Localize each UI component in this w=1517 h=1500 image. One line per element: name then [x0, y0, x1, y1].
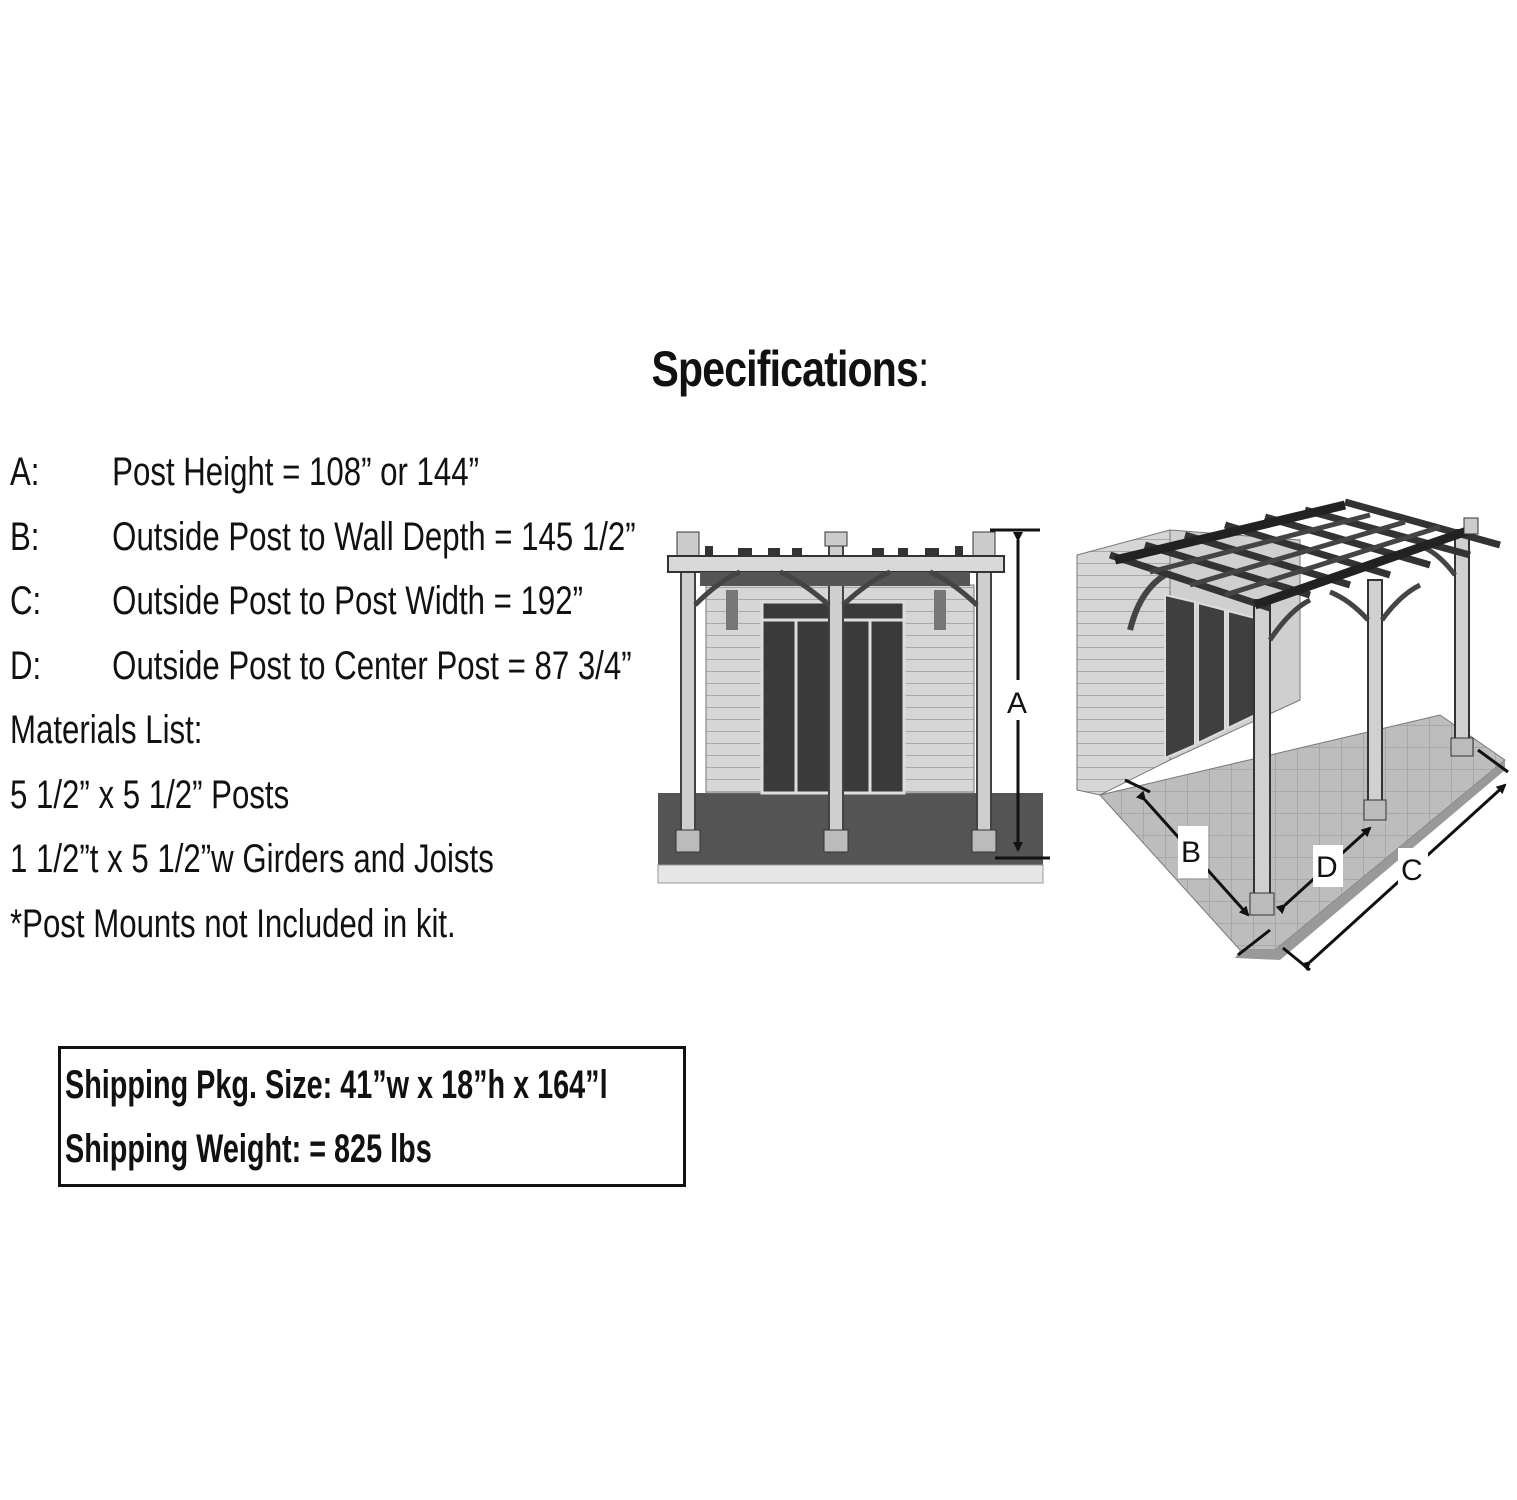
spec-text: Outside Post to Post Width = 192”	[112, 579, 584, 623]
dimension-a-label: A	[1007, 687, 1028, 720]
front-slab-edge	[658, 865, 1043, 883]
shipping-weight: Shipping Weight: = 825 lbs	[65, 1127, 432, 1171]
perspective-post-front	[1254, 600, 1270, 900]
materials-item: *Post Mounts not Included in kit.	[10, 901, 456, 946]
spec-text: Outside Post to Wall Depth = 145 1/2”	[112, 514, 636, 559]
spec-key: B:	[10, 514, 40, 559]
title-text: Specifications	[651, 341, 918, 397]
dimension-d-label: D	[1316, 851, 1338, 884]
front-post-right	[977, 555, 991, 835]
perspective-post-back	[1455, 530, 1469, 745]
dimension-b-label: B	[1181, 836, 1202, 869]
shipping-size: Shipping Pkg. Size: 41”w x 18”h x 164”l	[65, 1063, 608, 1107]
front-view-diagram	[658, 530, 1050, 883]
dimension-c-label: C	[1401, 854, 1423, 887]
spec-text: Outside Post to Center Post = 87 3/4”	[112, 643, 632, 688]
materials-heading: Materials List:	[10, 708, 203, 752]
front-girder	[668, 556, 1004, 572]
spec-key: C:	[10, 579, 42, 623]
perspective-view-diagram	[1077, 502, 1508, 970]
title-colon: :	[917, 341, 929, 397]
spec-key: D:	[10, 643, 42, 688]
front-post-left	[681, 555, 695, 835]
spec-text: Post Height = 108” or 144”	[112, 450, 479, 494]
spec-key: A:	[10, 450, 40, 494]
perspective-post-middle	[1368, 580, 1382, 810]
materials-item: 5 1/2” x 5 1/2” Posts	[10, 772, 290, 817]
materials-item: 1 1/2”t x 5 1/2”w Girders and Joists	[10, 837, 494, 881]
